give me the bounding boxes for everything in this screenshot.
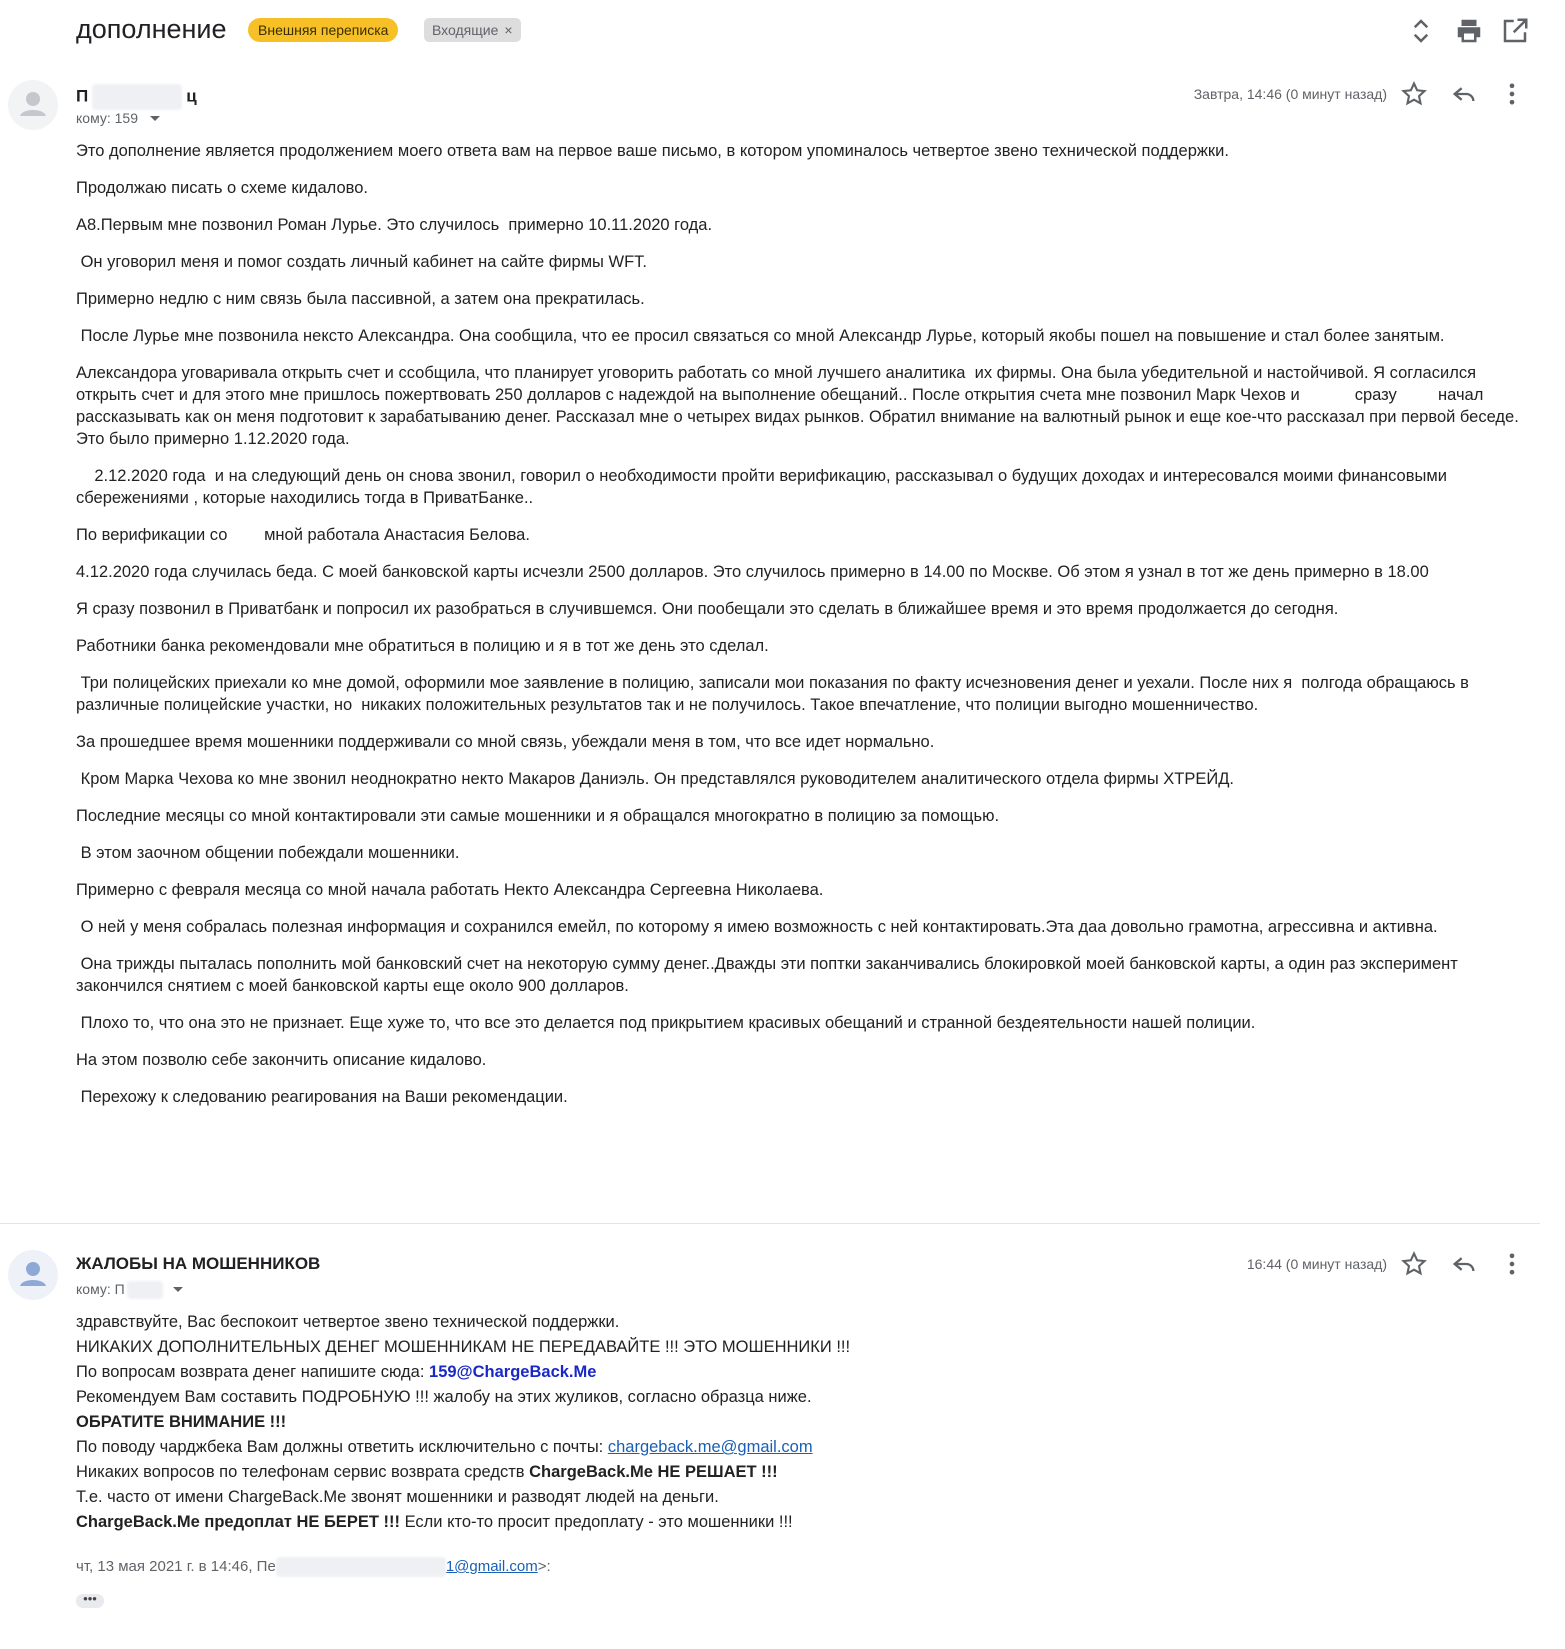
star-icon[interactable]: [1400, 80, 1428, 108]
body-line: здравствуйте, Вас беспокоит четвертое звено технической поддержки.: [76, 1313, 620, 1331]
recipient-line[interactable]: [76, 1281, 185, 1299]
message-divider: [0, 1223, 1540, 1224]
body-bold-text: ChargeBack.Me НЕ РЕШАЕТ !!!: [529, 1463, 778, 1481]
body-line: [76, 1460, 1526, 1485]
gmail-email-link[interactable]: chargeback.me@gmail.com: [607, 1438, 813, 1456]
message-date: 16:44 (0 минут назад): [1246, 1256, 1387, 1272]
avatar-person-icon[interactable]: [8, 80, 58, 130]
reply-icon[interactable]: [1450, 1250, 1478, 1278]
more-vert-icon[interactable]: [1498, 80, 1526, 108]
body-paragraph: Примерно недлю с ним связь была пассивной, а затем она прекратилась.: [76, 290, 645, 308]
body-line: Т.е. часто от имени ChargeBack.Me звонят мошенники и разводят людей на деньги.: [76, 1488, 719, 1506]
redacted-block: [276, 1557, 446, 1577]
body-paragraph: Я сразу позвонил в Приватбанк и попросил их разобраться в случившемся. Они пообещали это сделать в ближайшее время и это время продолжается до сегодня.: [76, 600, 1339, 618]
body-paragraph: Три полицейских приехали ко мне домой, оформили мое заявление в полицию, записали мои показания по факту исчезновения денег и уехали. После них я полгода обращаюсь в различные полицейские участки, но никаких положительных результатов так и не получилось. Такое впечатление, что полиции выгодно мошенничество.: [76, 674, 1474, 714]
more-vert-icon[interactable]: [1498, 1250, 1526, 1278]
body-paragraph: Продолжаю писать о схеме кидалово.: [76, 179, 368, 197]
body-paragraph: 4.12.2020 года случилась беда. С моей банковской карты исчезли 2500 долларов. Это случилось примерно в 14.00 по Москве. Об этом я узнал в тот же день примерно в 18.00: [76, 563, 1429, 581]
body-line: [76, 1435, 1526, 1460]
thread-header: [0, 0, 1565, 64]
body-text: По вопросам возврата денег напишите сюда:: [76, 1363, 430, 1381]
label-inbox-text: Входящие: [432, 22, 499, 38]
message-date: Завтра, 14:46 (0 минут назад): [1193, 86, 1387, 102]
body-paragraph: В этом заочном общении побеждали мошенники.: [76, 844, 460, 862]
body-line: НИКАКИХ ДОПОЛНИТЕЛЬНЫХ ДЕНЕГ МОШЕННИКАМ НЕ ПЕРЕДАВАЙТЕ !!! ЭТО МОШЕННИКИ !!!: [76, 1338, 851, 1356]
sender-name-first: П: [76, 86, 89, 106]
body-paragraph: Работники банка рекомендовали мне обратиться в полицию и я в тот же день это сделал.: [76, 637, 769, 655]
remove-label-icon[interactable]: ×: [504, 22, 513, 38]
label-inbox[interactable]: [424, 18, 521, 42]
body-paragraph: Перехожу к следованию реагирования на Ваши рекомендации.: [76, 1088, 568, 1106]
body-line: Рекомендуем Вам составить ПОДРОБНУЮ !!! жалобу на этих жуликов, согласно образца ниже.: [76, 1388, 812, 1406]
body-paragraph: Последние месяцы со мной контактировали эти самые мошенники и я обращался многократно в полицию за помощью.: [76, 807, 1000, 825]
body-paragraph: А8.Первым мне позвонил Роман Лурье. Это случилось примерно 10.11.2020 года.: [76, 216, 713, 234]
print-icon[interactable]: [1454, 16, 1484, 46]
body-text: По поводу чарджбека Вам должны ответить исключительно с почты:: [76, 1438, 608, 1456]
open-new-window-icon[interactable]: [1500, 16, 1530, 46]
body-text: Никаких вопросов по телефонам сервис возврата средств: [76, 1463, 530, 1481]
body-paragraph: После Лурье мне позвонила нексто Александра. Она сообщила, что ее просил связаться со мной Александр Лурье, который якобы пошел на повышение и стал более занятым.: [76, 327, 1445, 345]
quote-email-link[interactable]: 1@gmail.com: [445, 1557, 538, 1575]
dropdown-caret-icon[interactable]: [148, 113, 162, 123]
body-paragraph: Примерно с февраля месяца со мной начала работать Некто Александра Сергеевна Николаева.: [76, 881, 824, 899]
body-paragraph: На этом позволю себе закончить описание кидалово.: [76, 1051, 487, 1069]
body-line: ОБРАТИТЕ ВНИМАНИЕ !!!: [76, 1413, 287, 1431]
redacted-block: [92, 84, 182, 110]
star-icon[interactable]: [1400, 1250, 1428, 1278]
body-paragraph: О ней у меня собралась полезная информация и сохранился емейл, по которому я имею возможность с ней контактировать.Эта даа довольно грамотна, агрессивна и активна.: [76, 918, 1438, 936]
body-line: [76, 1360, 1526, 1385]
redacted-block: [127, 1281, 163, 1299]
chargeback-email-link[interactable]: 159@ChargeBack.Me: [429, 1363, 597, 1381]
body-paragraph: За прошедшее время мошенники поддерживали со мной связь, убеждали меня в том, что все идет нормально.: [76, 733, 935, 751]
body-paragraph: Она трижды пыталась пополнить мой банковский счет на некоторую сумму денег..Дважды эти поптки заканчивались блокировкой моей банковской карты, а один раз эксперимент закончился снятием с моей банковской карты еще около 900 долларов.: [76, 955, 1463, 995]
sender-name[interactable]: ЖАЛОБЫ НА МОШЕННИКОВ: [76, 1254, 321, 1273]
sender-name[interactable]: [76, 84, 197, 110]
body-text: Если кто-то просит предоплату - это мошенники !!!: [399, 1513, 793, 1531]
label-external-correspondence[interactable]: Внешняя переписка: [248, 18, 398, 42]
quoted-header: [76, 1557, 551, 1577]
message-1-body: [76, 140, 1526, 1123]
body-paragraph: Плохо то, что она это не признает. Еще хуже то, что все это делается под прикрытием красивых обещаний и странной бездеятельности нашей полиции.: [76, 1014, 1256, 1032]
dropdown-caret-icon[interactable]: [171, 1284, 185, 1294]
body-paragraph: Это дополнение является продолжением моего ответа вам на первое ваше письмо, в котором упоминалось четвертое звено технической поддержки.: [76, 142, 1229, 160]
body-paragraph: 2.12.2020 года и на следующий день он снова звонил, говорил о необходимости пройти верификацию, рассказывал о будущих доходах и интересовался моими финансовыми сбережениями , которые находились тогда в ПриватБанке..: [76, 467, 1452, 507]
avatar-person-icon[interactable]: [8, 1250, 58, 1300]
recipient-line[interactable]: [76, 110, 162, 126]
quote-suffix: >:: [537, 1557, 551, 1575]
message-2-body: [76, 1310, 1526, 1535]
quote-prefix: чт, 13 мая 2021 г. в 14:46, Пе: [76, 1557, 276, 1575]
body-paragraph: Александора уговаривала открыть счет и ссобщила, что планирует уговорить работать со мной лучшего аналитика их фирмы. Она была убедительной и настойчивой. Я согласился открыть счет и для этого мне пришлось пожертвовать 250 долларов с надеждой на выполнение обещаний.. После открытия счета мне позвонил Марк Чехов и сразу начал рассказывать как он меня подготовит к зарабатыванию денег. Рассказал мне о четырех видах рынков. Обратил внимание на валютный рынок и еще кое-что рассказал при первой беседе. Это было примерно 1.12.2020 года.: [76, 364, 1524, 448]
sender-name-last: ц: [186, 86, 197, 106]
reply-icon[interactable]: [1450, 80, 1478, 108]
body-paragraph: Кром Марка Чехова ко мне звонил неоднократно некто Макаров Даниэль. Он представлялся руководителем аналитического отдела фирмы ХТРЕЙД.: [76, 770, 1234, 788]
body-bold-text: ChargeBack.Me предоплат НЕ БЕРЕТ !!!: [76, 1513, 400, 1531]
recipient-text: кому: 159: [76, 110, 138, 126]
show-trimmed-content-button[interactable]: •••: [76, 1594, 104, 1608]
expand-collapse-icon[interactable]: [1406, 16, 1436, 46]
body-paragraph: Он уговорил меня и помог создать личный кабинет на сайте фирмы WFT.: [76, 253, 647, 271]
recipient-text: кому: П: [76, 1281, 125, 1297]
body-paragraph: По верификации со мной работала Анастасия Белова.: [76, 526, 530, 544]
email-subject: дополнение: [76, 14, 227, 44]
body-line: [76, 1510, 1526, 1535]
